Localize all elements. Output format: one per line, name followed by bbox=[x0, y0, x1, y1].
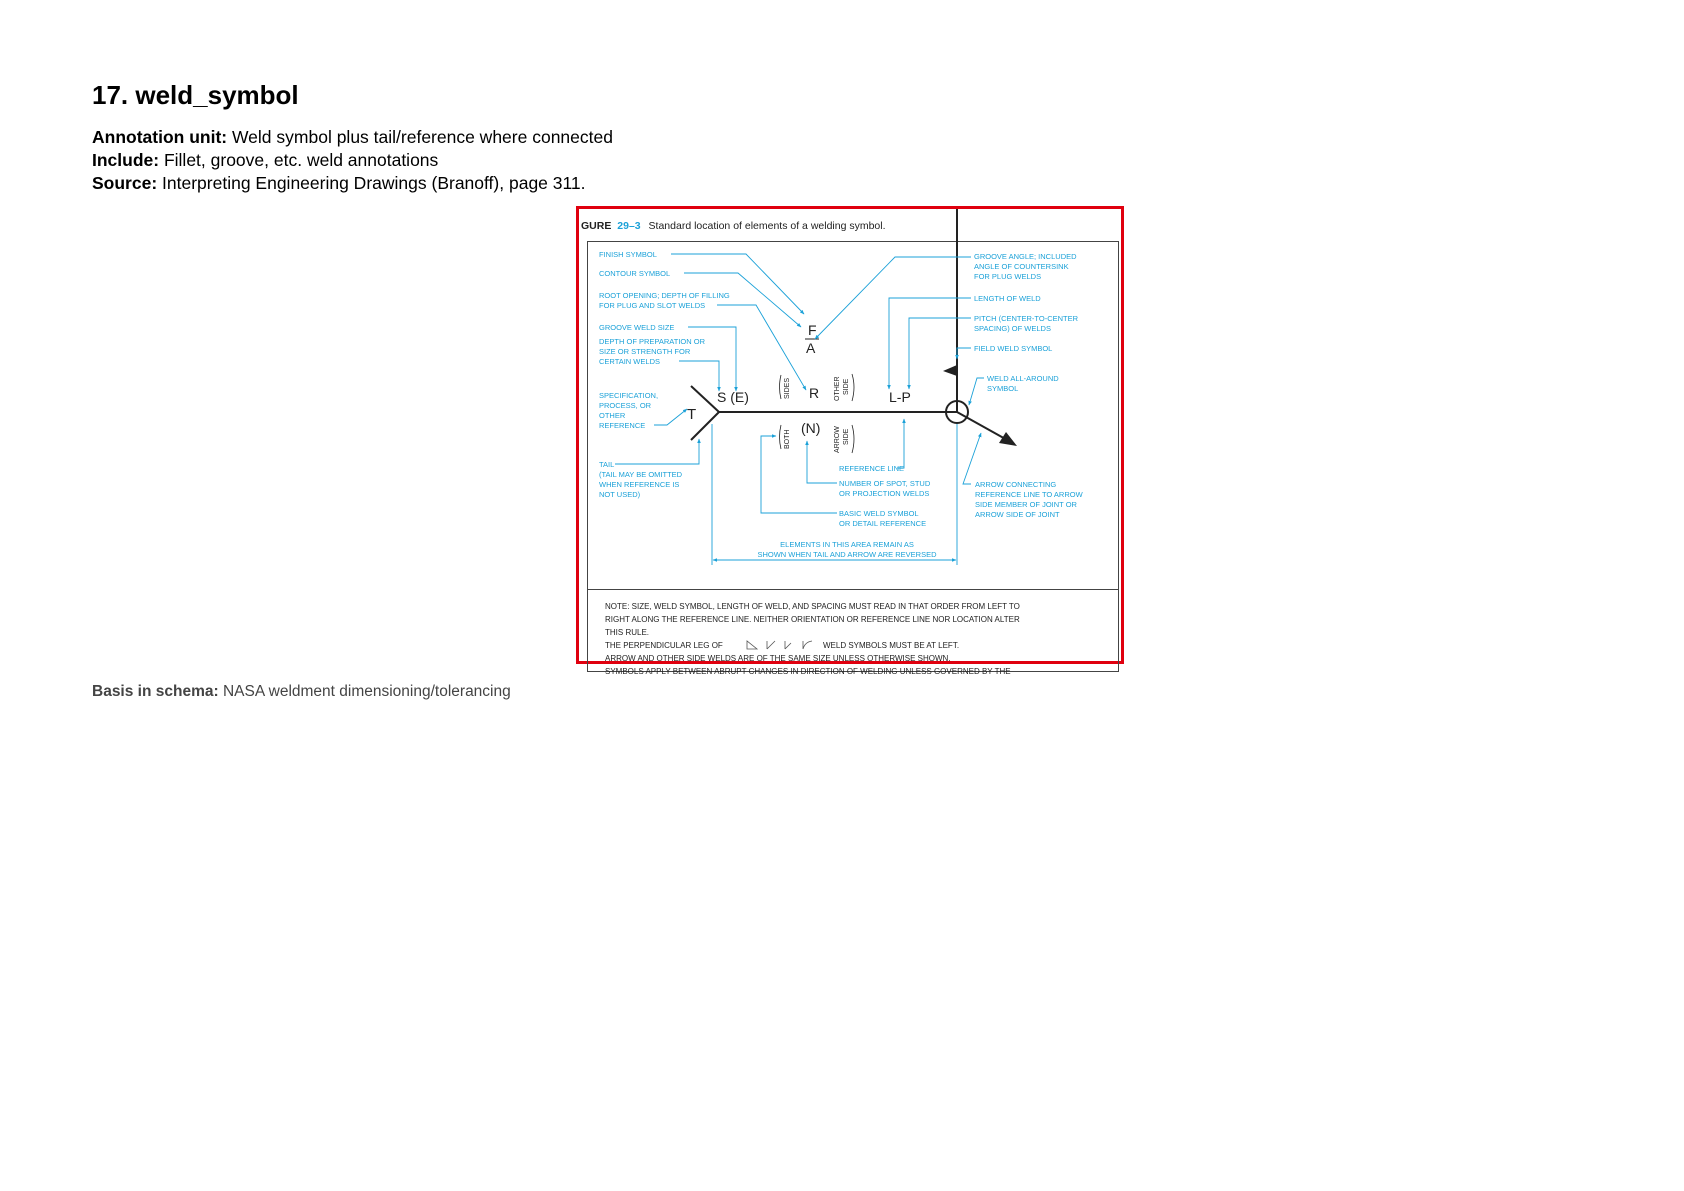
label-tail-3: WHEN REFERENCE IS bbox=[599, 480, 680, 489]
note-line-4b: WELD SYMBOLS MUST BE AT LEFT. bbox=[823, 641, 960, 650]
label-spec-2: PROCESS, OR bbox=[599, 401, 652, 410]
note-line-6: SYMBOLS APPLY BETWEEN ABRUPT CHANGES IN DIRECTION OF WELDING UNLESS GOVERNED BY THE bbox=[605, 667, 1011, 676]
label-spec-1: SPECIFICATION, bbox=[599, 391, 659, 400]
annotation-unit-value: Weld symbol plus tail/reference where connected bbox=[231, 127, 613, 147]
note-line-3: THIS RULE. bbox=[605, 628, 650, 637]
arrow-head bbox=[999, 432, 1017, 446]
label-weld-all-around-2: SYMBOL bbox=[987, 384, 1019, 393]
label-elements-1: ELEMENTS IN THIS AREA REMAIN AS bbox=[780, 540, 914, 549]
label-field-weld: FIELD WELD SYMBOL bbox=[974, 344, 1053, 353]
label-groove-angle-2: ANGLE OF COUNTERSINK bbox=[974, 262, 1069, 271]
note-line-5: ARROW AND OTHER SIDE WELDS ARE OF THE SAME SIZE UNLESS OTHERWISE SHOWN. bbox=[605, 654, 951, 663]
field-weld-flag bbox=[943, 365, 957, 376]
label-spec-4: REFERENCE bbox=[599, 421, 646, 430]
source-line bbox=[92, 172, 586, 195]
label-tail-2: (TAIL MAY BE OMITTED bbox=[599, 470, 683, 479]
figure-caption: GURE 29–3 Standard location of elements of a welding symbol. bbox=[581, 220, 886, 232]
label-arrow-conn-3: SIDE MEMBER OF JOINT OR bbox=[975, 500, 1077, 509]
label-elements-2: SHOWN WHEN TAIL AND ARROW ARE REVERSED bbox=[757, 550, 937, 559]
label-spec-3: OTHER bbox=[599, 411, 626, 420]
label-arrow-conn-2: REFERENCE LINE TO ARROW bbox=[975, 490, 1083, 499]
label-groove-angle-3: FOR PLUG WELDS bbox=[974, 272, 1042, 281]
tail-letter: T bbox=[687, 406, 697, 423]
source-label: Source: bbox=[92, 173, 158, 193]
label-root-opening-1: ROOT OPENING; DEPTH OF FILLING bbox=[599, 291, 730, 300]
include-label: Include: bbox=[92, 150, 160, 170]
label-groove-angle-1: GROOVE ANGLE; INCLUDED bbox=[974, 252, 1077, 261]
label-arrow-conn-4: ARROW SIDE OF JOINT bbox=[975, 510, 1060, 519]
arrow-line bbox=[957, 412, 1009, 441]
both-label: BOTH bbox=[784, 429, 791, 449]
weld-symbol-diagram bbox=[579, 209, 1121, 676]
include-line bbox=[92, 149, 438, 172]
label-number-spot-1: NUMBER OF SPOT, STUD bbox=[839, 479, 931, 488]
label-contour-symbol: CONTOUR SYMBOL bbox=[599, 269, 671, 278]
label-basic-weld-2: OR DETAIL REFERENCE bbox=[839, 519, 927, 528]
label-depth-prep-2: SIZE OR STRENGTH FOR bbox=[599, 347, 691, 356]
arrow-side-label-2: SIDE bbox=[843, 428, 850, 445]
annotation-unit-line bbox=[92, 126, 613, 149]
label-depth-prep-1: DEPTH OF PREPARATION OR bbox=[599, 337, 705, 346]
basis-line bbox=[92, 683, 511, 701]
page-title: 17. weld_symbol bbox=[92, 80, 299, 110]
size-label: S (E) bbox=[717, 389, 749, 405]
note-line-2: RIGHT ALONG THE REFERENCE LINE. NEITHER ORIENTATION OR REFERENCE LINE NOR LOCATION ALTER bbox=[605, 615, 1020, 624]
label-number-spot-2: OR PROJECTION WELDS bbox=[839, 489, 930, 498]
other-side-label-1: OTHER bbox=[834, 376, 841, 401]
label-tail-4: NOT USED) bbox=[599, 490, 641, 499]
label-pitch-2: SPACING) OF WELDS bbox=[974, 324, 1051, 333]
basis-label: Basis in schema: bbox=[92, 683, 219, 700]
note-line-1: NOTE: SIZE, WELD SYMBOL, LENGTH OF WELD, AND SPACING MUST READ IN THAT ORDER FROM LEFT TO bbox=[605, 602, 1020, 611]
note-line-4a: THE PERPENDICULAR LEG OF bbox=[605, 641, 723, 650]
label-root-opening-2: FOR PLUG AND SLOT WELDS bbox=[599, 301, 706, 310]
arrow-side-label-1: ARROW bbox=[834, 426, 841, 453]
finish-letter: F bbox=[808, 322, 817, 338]
label-groove-weld-size: GROOVE WELD SIZE bbox=[599, 323, 675, 332]
length-pitch-label: L-P bbox=[889, 389, 911, 405]
number-label: (N) bbox=[801, 420, 821, 436]
weld-symbol-drawing bbox=[691, 209, 1017, 446]
label-weld-all-around-1: WELD ALL-AROUND bbox=[987, 374, 1059, 383]
include-value: Fillet, groove, etc. weld annotations bbox=[163, 150, 439, 170]
other-side-label-2: SIDE bbox=[843, 378, 850, 395]
weld-symbol-figure bbox=[576, 206, 1124, 676]
label-depth-prep-3: CERTAIN WELDS bbox=[599, 357, 660, 366]
label-basic-weld-1: BASIC WELD SYMBOL bbox=[839, 509, 919, 518]
sides-label: SIDES bbox=[784, 377, 791, 399]
basis-value: NASA weldment dimensioning/tolerancing bbox=[222, 683, 511, 700]
label-arrow-conn-1: ARROW CONNECTING bbox=[975, 480, 1057, 489]
label-reference-line: REFERENCE LINE bbox=[839, 464, 905, 473]
source-value: Interpreting Engineering Drawings (Branoff), page 311. bbox=[162, 173, 586, 193]
annotation-unit-label: Annotation unit: bbox=[92, 127, 228, 147]
figure-note bbox=[605, 602, 1020, 676]
perpendicular-leg-weld-icons bbox=[747, 641, 812, 649]
angle-letter: A bbox=[806, 340, 816, 356]
label-pitch-1: PITCH (CENTER-TO-CENTER bbox=[974, 314, 1079, 323]
label-length-of-weld: LENGTH OF WELD bbox=[974, 294, 1041, 303]
label-finish-symbol: FINISH SYMBOL bbox=[599, 250, 657, 259]
label-tail-1: TAIL bbox=[599, 460, 615, 469]
root-label: R bbox=[809, 385, 820, 401]
